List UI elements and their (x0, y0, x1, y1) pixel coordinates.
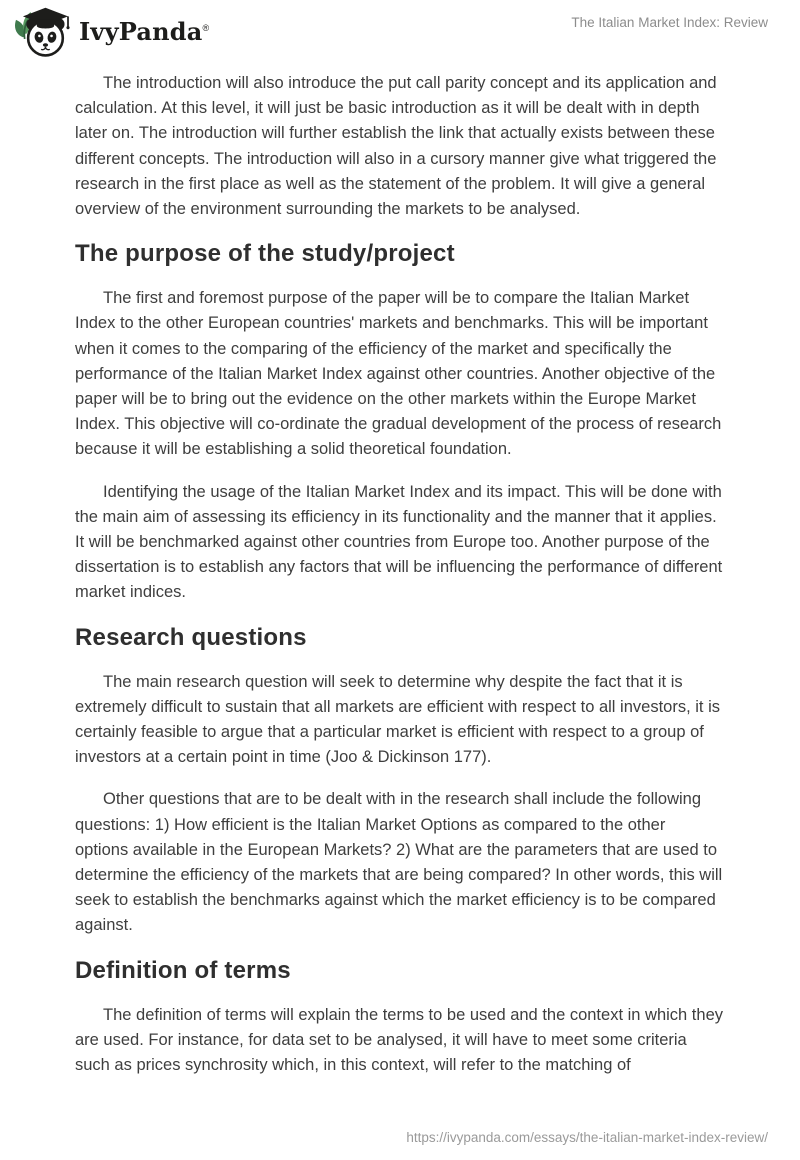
heading-purpose-of-study: The purpose of the study/project (75, 240, 455, 268)
paragraph-research-2: Other questions that are to be dealt with in the research shall include the following questions: 1) How efficient is the Italian Market Options as compared to the other options available in the European Markets? 2) What are the parameters that are used to determine the efficiency of the markets that are being compared? In other words, this will seek to establish the benchmarks against which the market efficiency is to be compared against. (75, 790, 723, 935)
source-url[interactable]: https://ivypanda.com/essays/the-italian-market-index-review/ (406, 1130, 768, 1145)
panda-graduate-icon (14, 6, 70, 58)
ivypanda-logo[interactable] (14, 6, 209, 58)
paragraph-purpose-2: Identifying the usage of the Italian Market Index and its impact. This will be done with the main aim of assessing its efficiency in its functionality and the manner that it applies. It will be benchmarked against other countries from Europe too. Another purpose of the dissertation is to establish any factors that will be influencing the performance of different market indices. (75, 482, 723, 602)
paragraph-purpose-1: The first and foremost purpose of the paper will be to compare the Italian Market Index to the other European countries' markets and benchmarks. This will be important when it comes to the comparing of the efficiency of the market and specifically the performance of the Italian Market Index against other countries. Another objective of the paper will be to bring out the evidence on the other markets within the Europe Market Index. This objective will co-ordinate the gradual development of the process of research because it will be establishing a solid theoretical foundation. (75, 289, 722, 459)
registered-mark: ® (202, 23, 210, 33)
page-header (0, 0, 800, 64)
document-title: The Italian Market Index: Review (571, 15, 768, 30)
heading-research-questions: Research questions (75, 623, 307, 651)
paragraph-definitions: The definition of terms will explain the terms to be used and the context in which they are used. For instance, for data set to be analysed, it will have to meet some criteria such as prices synchrosity which, in this context, will refer to the matching of (75, 1005, 723, 1075)
paragraph-intro: The introduction will also introduce the put call parity concept and its application and calculation. At this level, it will just be basic introduction as it will be dealt with in depth later on. The introduction will further establish the link that actually exists between these different concepts. The introduction will also in a cursory manner give what triggered the research in the first place as well as the statement of the problem. It will give a general overview of the environment surrounding the markets to be analysed. (75, 74, 717, 219)
paragraph-research-1: The main research question will seek to determine why despite the fact that it is extremely difficult to sustain that all markets are efficient with respect to all investors, it is certainly feasible to argue that a particular market is efficient with respect to a group of investors at a certain point in time (Joo & Dickinson 177). (75, 672, 720, 767)
document-body (0, 64, 800, 1078)
heading-definition-of-terms: Definition of terms (75, 956, 291, 984)
brand-name: IvyPanda® (79, 17, 210, 46)
